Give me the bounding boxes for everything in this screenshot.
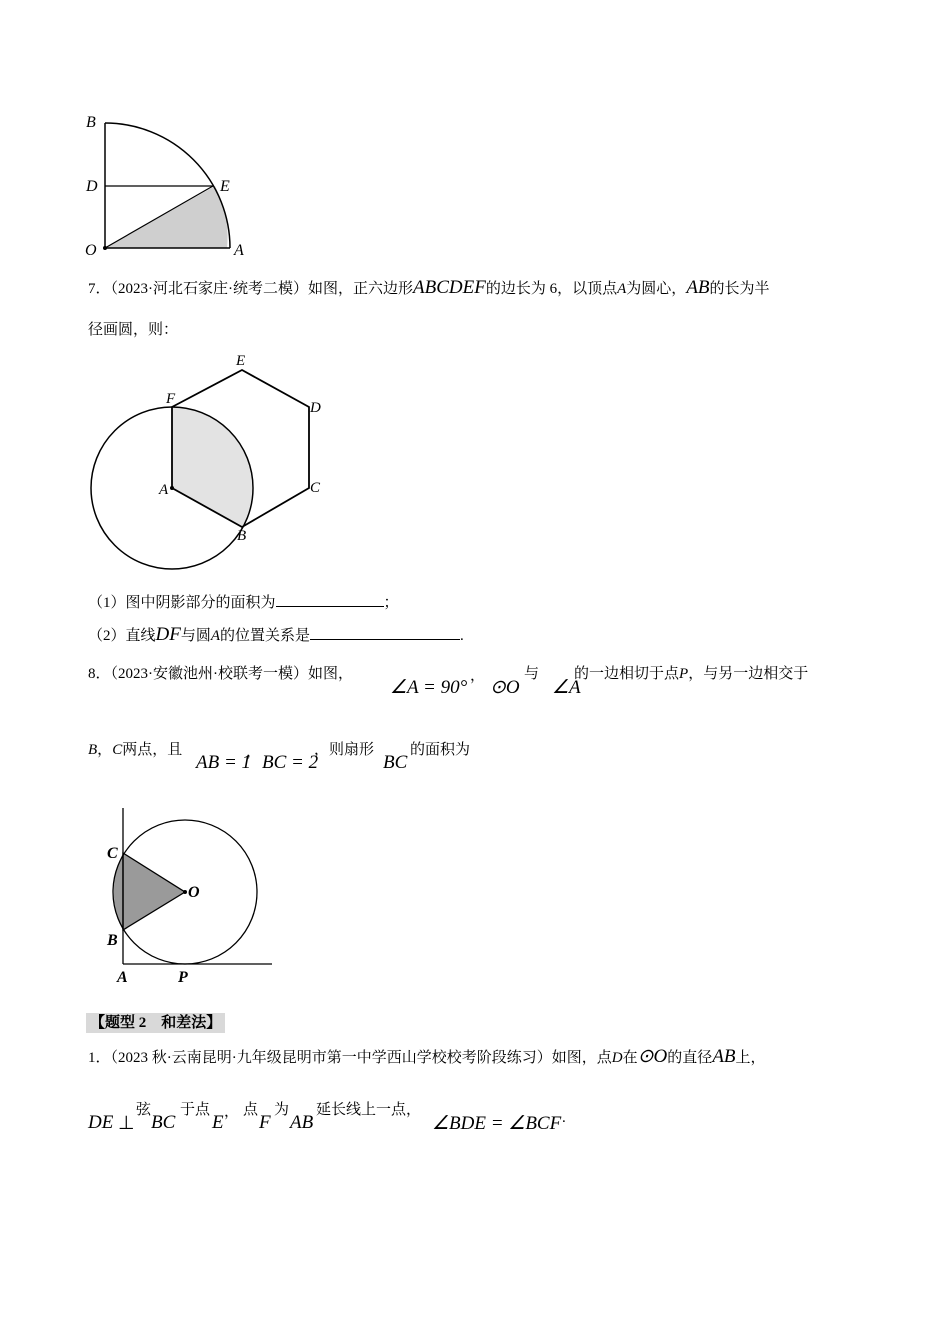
q1-point-d: D [611, 1050, 623, 1066]
label-d: D [86, 178, 98, 195]
q7-number: 7． [88, 281, 111, 297]
q7-hexagon-name: ABCDEF [413, 277, 486, 298]
figure-quarter-circle [80, 110, 260, 260]
q7-ab: AB [686, 277, 710, 298]
label-f: F [166, 391, 176, 407]
q1-point-f: F [259, 1112, 271, 1133]
q8-text-d: ，与另一边相交于 [688, 666, 809, 682]
label-c: C [107, 845, 118, 862]
triangle-cob [123, 853, 185, 930]
q1-de: DE [88, 1112, 114, 1133]
shaded-sector-fab [172, 407, 252, 527]
point-a-dot [170, 486, 174, 490]
point-o-dot [183, 890, 187, 894]
q1-circle-o: ⊙O [637, 1046, 668, 1067]
q8-number: 8． [88, 666, 111, 682]
q8-ab-eq: AB = 1 [196, 752, 252, 773]
q1-text-d: 上， [735, 1050, 766, 1066]
label-a: A [159, 482, 169, 498]
point-o-dot [103, 246, 107, 250]
label-b: B [107, 932, 118, 949]
q1-angle-eq: ∠BDE = ∠BCF [432, 1113, 562, 1134]
label-b: B [237, 528, 247, 544]
q7-text-b: 的边长为 6，以顶点 [485, 281, 618, 297]
q1-line1 [88, 1047, 766, 1068]
q7-sub2-blank[interactable] [310, 625, 460, 640]
q7-sub2-a: A [210, 628, 221, 644]
q8-angle-a-eq: ∠A = 90° [390, 677, 468, 698]
q7-text-d: 的长为半 [709, 281, 770, 297]
q8-circle-o: ⊙O [490, 677, 520, 698]
q8-bc-eq: BC = 2 [262, 752, 319, 773]
section-title: 【题型 2 和差法】 [86, 1013, 225, 1033]
q7-sub2-suffix: 的位置关系是 [220, 628, 311, 644]
q7-sub2-df: DF [155, 624, 181, 645]
q8-comma1: ， [470, 668, 486, 684]
q7-sub2-end: . [460, 628, 464, 644]
q8-point-b: B [88, 742, 98, 758]
q1-number: 1． [88, 1050, 111, 1066]
q1-chord: 弦 [136, 1102, 152, 1118]
label-e: E [236, 353, 246, 369]
q8-point-p: P [679, 666, 689, 682]
q7-text-c: 为圆心， [626, 281, 687, 297]
q1-source: （2023 秋·云南昆明·九年级昆明市第一中学西山学校校考阶段练习） [110, 1050, 552, 1066]
q1-period: . [562, 1110, 566, 1126]
q7-sub2-prefix: （2）直线 [88, 628, 156, 644]
q8-point-c: C [112, 742, 123, 758]
q7-source: （2023·河北石家庄·统考二模） [110, 281, 309, 297]
q7-sub1-prefix: （1）图中阴影部分的面积为 [88, 595, 276, 611]
label-o: O [85, 242, 97, 259]
label-o: O [188, 884, 200, 901]
q7-sub1-blank[interactable] [276, 592, 384, 607]
label-p: P [178, 969, 188, 986]
label-d: D [310, 400, 321, 416]
label-c: C [310, 480, 321, 496]
q8-line2-text: 两点，且 [122, 742, 183, 758]
q8-text-f: 的面积为 [410, 742, 471, 758]
q1-ab: AB [712, 1046, 736, 1067]
q7-sub2-mid: 与圆 [180, 628, 211, 644]
q1-perp: ⊥ [118, 1113, 135, 1134]
shaded-region-oea [105, 186, 228, 248]
figure-hexagon-circle [80, 350, 340, 575]
q1-point-word: 点 [243, 1102, 259, 1118]
q8-text-b: 与 [524, 666, 540, 682]
q8-line1 [88, 664, 353, 684]
q1-text-b: 在 [622, 1050, 638, 1066]
q1-comma1: ， [224, 1104, 240, 1120]
q8-bc: BC [383, 752, 408, 773]
q1-is: 为 [274, 1102, 290, 1118]
q8-angle-a: ∠A [552, 677, 581, 698]
q7-sub1-suffix: ； [383, 595, 399, 611]
q7-text-a: 如图，正六边形 [308, 281, 414, 297]
label-a: A [234, 242, 244, 259]
q8-text-e: ，则扇形 [314, 742, 375, 758]
q8-comma2: ， [246, 744, 262, 760]
q1-text-c: 的直径 [667, 1050, 713, 1066]
q1-foot: 于点 [180, 1102, 211, 1118]
q7-line2: 径画圆，则： [88, 322, 179, 338]
q8-line2 [88, 740, 182, 760]
figure-tangent-circle [95, 800, 285, 990]
label-a: A [117, 969, 128, 986]
q7-sub1 [88, 592, 399, 613]
q1-text-a: 如图，点 [551, 1050, 612, 1066]
q8-text-a: 如图， [308, 666, 354, 682]
q8-source: （2023·安徽池州·校联考一模） [110, 666, 309, 682]
q7-line1 [88, 278, 770, 299]
q1-ext: 延长线上一点， [316, 1102, 422, 1118]
q7-sub2 [88, 625, 464, 646]
q8-line1-rest [574, 664, 808, 684]
q7-point-a: A [617, 281, 627, 297]
label-b: B [86, 114, 96, 131]
q8-sep: ， [97, 742, 113, 758]
label-e: E [220, 178, 230, 195]
q1-bc: BC [151, 1112, 176, 1133]
q1-point-e: E [212, 1112, 224, 1133]
q1-ab2: AB [290, 1112, 314, 1133]
q8-text-c: 的一边相切于点 [574, 666, 680, 682]
